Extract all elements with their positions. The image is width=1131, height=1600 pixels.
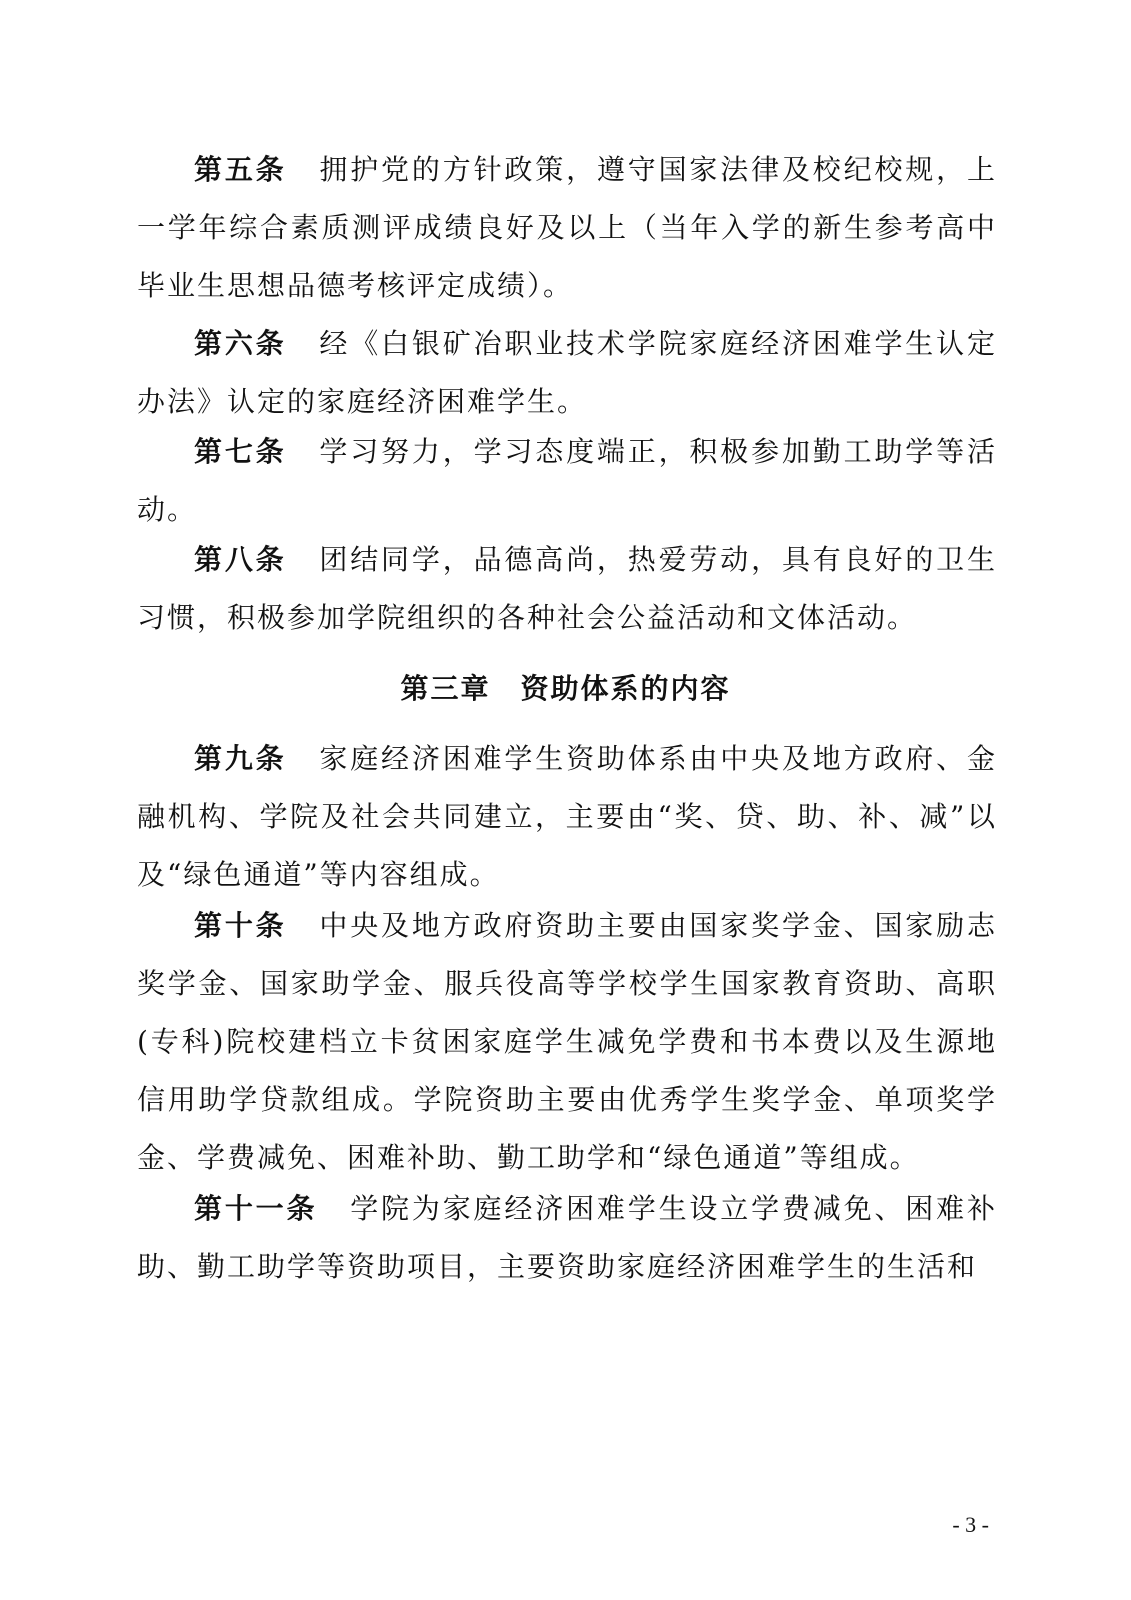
article-label: 第十条 (194, 909, 287, 942)
article-text: 学院为家庭经济困难学生设立学费减免、困难补助、勤工助学等资助项目，主要资助家庭经济困难学生的生活和 (137, 1192, 997, 1283)
article-text: 学习努力，学习态度端正，积极参加勤工助学等活动。 (137, 435, 997, 526)
article-label: 第六条 (194, 327, 287, 360)
article-6 (137, 315, 997, 431)
article-10 (137, 897, 997, 1187)
article-9 (137, 730, 997, 904)
article-text: 家庭经济困难学生资助体系由中央及地方政府、金融机构、学院及社会共同建立，主要由“奖、贷、助、补、减”以及“绿色通道”等内容组成。 (137, 742, 997, 891)
article-5 (137, 141, 997, 315)
article-8 (137, 531, 997, 647)
article-label: 第九条 (194, 742, 287, 775)
article-text: 拥护党的方针政策，遵守国家法律及校纪校规，上一学年综合素质测评成绩良好及以上（当年入学的新生参考高中毕业生思想品德考核评定成绩）。 (137, 153, 997, 302)
article-11 (137, 1180, 997, 1296)
article-label: 第七条 (194, 435, 287, 468)
article-label: 第五条 (194, 153, 287, 186)
chapter-heading: 第三章 资助体系的内容 (400, 672, 731, 705)
article-text: 中央及地方政府资助主要由国家奖学金、国家励志奖学金、国家助学金、服兵役高等学校学生国家教育资助、高职(专科)院校建档立卡贫困家庭学生减免学费和书本费以及生源地信用助学贷款组成。学院资助主要由优秀学生奖学金、单项奖学金、学费减免、困难补助、勤工助学和“绿色通道”等组成。 (137, 909, 997, 1174)
article-text: 经《白银矿冶职业技术学院家庭经济困难学生认定办法》认定的家庭经济困难学生。 (137, 327, 997, 418)
article-text: 团结同学，品德高尚，热爱劳动，具有良好的卫生习惯，积极参加学院组织的各种社会公益活动和文体活动。 (137, 543, 997, 634)
page-number: - 3 - (952, 1512, 989, 1537)
article-label: 第十一条 (194, 1192, 318, 1225)
article-7 (137, 423, 997, 539)
article-label: 第八条 (194, 543, 287, 576)
